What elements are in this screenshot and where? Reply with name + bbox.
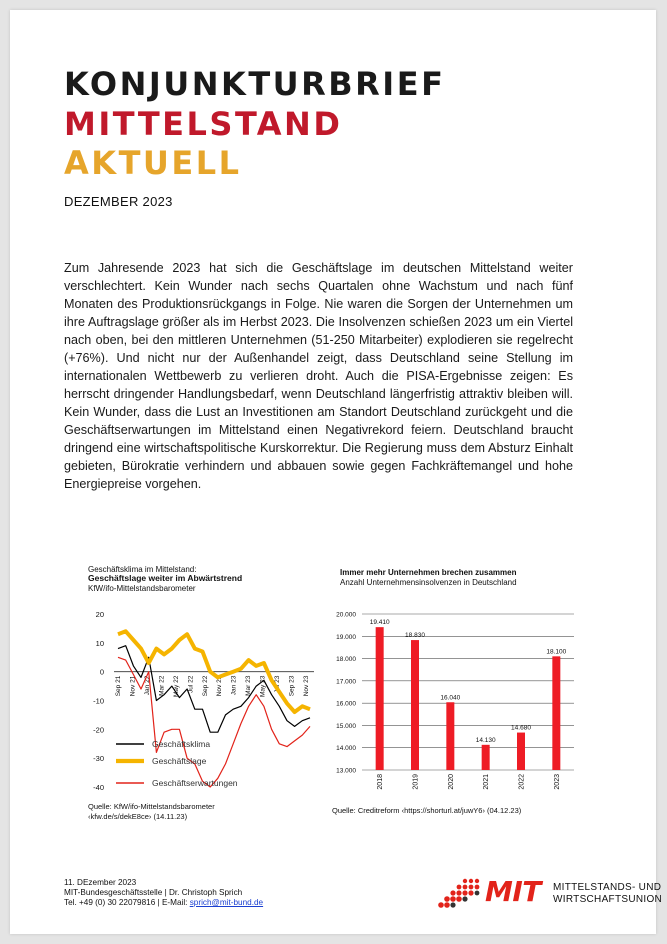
chart1-source — [88, 802, 215, 822]
chart2-y-tick-label: 15.000 — [336, 722, 356, 730]
mit-logo — [435, 875, 663, 915]
chart2-value-label: 14.130 — [475, 736, 496, 744]
chart1-x-tick-label: Sep 23 — [288, 675, 296, 697]
chart1-x-tick-label: Jan 23 — [230, 675, 238, 696]
chart2-bar — [411, 640, 419, 770]
chart1-x-tick-label: Jan 22 — [143, 675, 151, 696]
chart2-x-tick-label: 2022 — [518, 774, 526, 790]
chart1-y-tick-label: 20 — [95, 610, 104, 619]
chart2-title: Immer mehr Unternehmen brechen zusammen — [340, 568, 517, 577]
chart1-legend-label: Geschäftserwartungen — [152, 778, 238, 788]
title-line-1: KONJUNKTURBRIEF — [64, 65, 446, 103]
chart1-y-tick-label: 10 — [95, 638, 104, 648]
chart1-y-tick-label: -30 — [93, 754, 104, 764]
chart1-x-tick-label: Jul 22 — [187, 675, 195, 694]
chart2-value-label: 18.100 — [546, 648, 567, 656]
chart1-x-tick-label: Sep 22 — [201, 675, 209, 697]
chart2-y-tick-label: 17.000 — [336, 678, 356, 686]
chart1-subtitle: Geschäftslage weiter im Abwärtstrend — [88, 573, 243, 583]
chart1-y-tick-label: 0 — [99, 667, 104, 677]
chart1-x-tick-label: Mar 23 — [245, 675, 253, 696]
logo-text-line1: MITTELSTANDS- UND — [553, 882, 662, 893]
chart1-x-tick-label: May 23 — [259, 675, 267, 697]
chart2-x-tick-label: 2021 — [483, 774, 491, 790]
chart2-value-label: 18.830 — [405, 632, 425, 640]
chart1-y-tick-label: -40 — [93, 783, 104, 792]
logo-text — [553, 882, 662, 906]
footer — [64, 878, 263, 908]
footer-office: MIT-Bundesgeschäftsstelle | Dr. Christoph Sprich — [64, 888, 243, 897]
chart1-legend-label: Geschäftslage — [152, 756, 207, 766]
chart2-x-tick-label: 2020 — [447, 774, 455, 790]
chart1-x-tick-label: Nov 21 — [129, 675, 137, 697]
chart2-y-tick-label: 18.000 — [336, 656, 356, 664]
chart2-y-tick-label: 14.000 — [336, 745, 356, 753]
chart1-source-line2: ‹kfw.de/s/dekE8ce› (14.11.23) — [88, 812, 188, 821]
chart1-legend-label: Geschäftsklima — [152, 739, 211, 749]
chart1-source-line: KfW/ifo-Mittelstandsbarometer — [88, 584, 196, 593]
chart2-bar — [482, 745, 490, 770]
chart2-value-label: 16.040 — [440, 694, 461, 702]
chart1-x-tick-label: Nov 23 — [303, 675, 310, 697]
chart2-y-tick-label: 19.000 — [336, 633, 356, 641]
title-line-2: MITTELSTAND — [64, 105, 343, 143]
chart2-bar — [517, 733, 525, 770]
chart1-title: Geschäftsklima im Mittelstand: — [88, 565, 197, 574]
chart2-x-tick-label: 2019 — [412, 774, 420, 790]
document-page — [10, 10, 663, 934]
chart2-subtitle: Anzahl Unternehmensinsolvenzen in Deutschland — [340, 578, 517, 587]
chart2-value-label: 19.410 — [369, 619, 390, 627]
chart2-bar — [376, 627, 384, 770]
chart2-bar — [446, 702, 454, 770]
body-paragraph: Zum Jahresende 2023 hat sich die Geschäftslage im deutschen Mittelstand weiter verschlechtert. Kein Wunder nach sechs Quartalen ohne Wachstum und nach fünf Monaten des Produktionsrückgangs in Folge. Nie waren die Sorgen der Unternehmen um ihre Auftragslage größer als im Herbst 2023. Die Insolvenzen schießen 2023 um ein Viertel nach oben, bei den mittleren Unternehmen (51-250 Mitarbeiter) explodieren sie regelrecht (+76%). Und nicht nur der Außenhandel zeigt, dass Deutschland seine Stellung im internationalen Wettbewerb zu verlieren droht. Auch die PISA-Ergebnisse zeigen: Es herrscht dringender Handlungsbedarf, wenn Deutschland längerfristig attraktiv bleiben will. Kein Wunder, dass die Lust an Investitionen am Standort Deutschland zurückgeht und die Geschäftserwartungen im Mittelstand einen Negativrekord feiern. Deutschland braucht dringend eine wirtschaftspolitische Kurskorrektur. Die Regierung muss dem Absturz Einhalt gebieten, Bürokratie verhindern und abbauen sowie gegen Fachkräftemangel und hohe Energiepreise vorgehen. — [64, 261, 573, 491]
chart2-bar — [552, 656, 560, 770]
chart2-y-tick-label: 20.000 — [336, 611, 356, 619]
logo-mark: MIT — [485, 875, 541, 908]
logo-dots-icon — [435, 877, 483, 911]
chart1-x-tick-label: Nov 22 — [216, 675, 224, 697]
footer-phone: Tel. +49 (0) 30 22079816 | E-Mail: — [64, 898, 190, 907]
chart1-x-tick-label: Sep 21 — [115, 675, 122, 697]
chart2-value-label: 14.680 — [511, 724, 531, 732]
chart1-x-tick-label: May 22 — [172, 675, 180, 697]
chart1-x-tick-label: Jul 23 — [274, 675, 282, 694]
chart1-x-tick-label: Mar 22 — [158, 675, 166, 696]
email-link[interactable]: sprich@mit-bund.de — [189, 898, 264, 907]
footer-contact — [64, 898, 263, 908]
chart1-y-tick-label: -10 — [93, 696, 104, 706]
chart1-y-tick-label: -20 — [93, 725, 104, 735]
chart2-x-tick-label: 2018 — [377, 774, 385, 790]
insolvency-bar-chart — [336, 566, 576, 816]
chart2-y-tick-label: 16.000 — [336, 700, 356, 708]
chart2-y-tick-label: 13.000 — [336, 767, 356, 775]
chart1-source-line1: Quelle: KfW/ifo-Mittelstandsbarometer — [88, 802, 215, 811]
chart2-source: Quelle: Creditreform ‹https://shorturl.at/juwY6› (04.12.23) — [332, 806, 522, 815]
logo-text-line2: WIRTSCHAFTSUNION — [553, 894, 663, 905]
title-line-3: AKTUELL — [64, 144, 242, 182]
footer-date: 11. DEzember 2023 — [64, 878, 137, 887]
chart2-x-tick-label: 2023 — [553, 774, 561, 790]
issue-date: DEZEMBER 2023 — [64, 194, 173, 209]
